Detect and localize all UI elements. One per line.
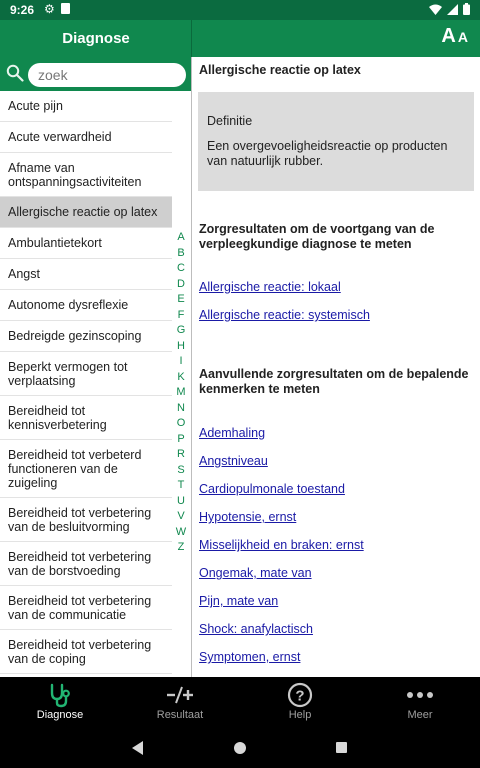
alphabet-index-letter[interactable]: B <box>177 246 185 259</box>
diagnosis-list-item[interactable]: Acute pijn <box>0 91 172 122</box>
diagnosis-list-item[interactable]: Bedreigde gezinscoping <box>0 321 172 352</box>
search-icon <box>6 64 24 82</box>
nav-label-meer: Meer <box>407 709 433 721</box>
diagnosis-list-item[interactable]: Autonome dysreflexie <box>0 290 172 321</box>
more-dots-icon <box>406 691 434 699</box>
diagnosis-list-pane <box>0 57 192 677</box>
alphabet-index-letter[interactable]: S <box>177 463 185 476</box>
diagnosis-list-item[interactable]: Bereidheid tot verbetering van de besluitvorming <box>0 498 172 542</box>
alphabet-index-letter[interactable]: E <box>177 293 185 305</box>
diagnosis-list-item[interactable]: Ambulantietekort <box>0 228 172 259</box>
nav-help[interactable] <box>240 677 360 728</box>
diagnosis-list <box>0 91 172 674</box>
status-time: 9:26 <box>10 3 35 17</box>
outcome-link[interactable]: Hypotensie, ernst <box>199 510 297 524</box>
settings-status-icon: ⚙ <box>44 2 55 16</box>
detail-title: Allergische reactie op latex <box>199 63 361 77</box>
nav-meer[interactable] <box>360 677 480 728</box>
outcome-link[interactable]: Shock: anafylactisch <box>199 622 313 636</box>
alphabet-index-letter[interactable]: K <box>177 370 185 383</box>
alphabet-index-letter[interactable]: U <box>177 494 185 507</box>
section-heading-additional-outcomes: Aanvullende zorgresultaten om de bepalende kenmerken te meten <box>199 367 469 396</box>
diagnosis-list-item[interactable]: Allergische reactie op latex <box>0 197 172 228</box>
font-size-small-glyph: A <box>457 29 468 45</box>
alphabet-index-letter[interactable]: M <box>176 386 186 398</box>
font-size-large-glyph: A <box>441 25 456 47</box>
definition-text: Een overgevoeligheidsreactie op producten van natuurlijk rubber. <box>207 139 448 168</box>
stethoscope-icon <box>47 682 73 708</box>
recent-apps-icon[interactable] <box>336 742 347 753</box>
diagnosis-list-item[interactable]: Acute verwardheid <box>0 122 172 153</box>
definition-box <box>198 92 474 191</box>
section-heading-outcomes: Zorgresultaten om de voortgang van de verpleegkundige diagnose te meten <box>199 222 435 251</box>
outcome-link[interactable]: Ongemak, mate van <box>199 566 312 580</box>
nav-label-diagnose: Diagnose <box>36 709 84 721</box>
nav-label-resultaat: Resultaat <box>156 709 204 721</box>
outcome-link[interactable]: Pijn, mate van <box>199 594 279 608</box>
alphabet-index-letter[interactable]: Z <box>177 541 185 553</box>
outcome-link[interactable]: Allergische reactie: lokaal <box>199 280 341 294</box>
nav-resultaat[interactable] <box>120 677 240 728</box>
outcome-link[interactable]: Cardiopulmonale toestand <box>199 482 345 496</box>
alphabet-index-letter[interactable]: I <box>179 355 183 367</box>
alphabet-index-letter[interactable]: F <box>177 308 185 321</box>
diagnosis-list-item[interactable]: Bereidheid tot verbetering van de borstvoeding <box>0 542 172 586</box>
bottom-navigation <box>0 677 480 728</box>
search-bar <box>0 57 191 91</box>
nav-diagnose[interactable] <box>0 677 120 728</box>
app-title: Diagnose <box>62 30 130 47</box>
alphabet-index-letter[interactable]: D <box>177 277 185 290</box>
wifi-icon <box>429 4 442 15</box>
outcome-link[interactable]: Allergische reactie: systemisch <box>199 308 370 322</box>
alphabet-index-letter[interactable]: W <box>175 525 187 538</box>
help-circle-icon <box>287 682 313 708</box>
back-icon[interactable] <box>132 741 143 755</box>
diagnosis-list-item[interactable]: Afname van ontspanningsactiviteiten <box>0 153 172 197</box>
diagnosis-list-item[interactable]: Beperkt vermogen tot verplaatsing <box>0 352 172 396</box>
system-navigation-bar <box>0 728 480 768</box>
alphabet-index-letter[interactable]: N <box>177 401 185 414</box>
sim-card-icon <box>61 3 70 14</box>
alphabet-index-letter[interactable]: T <box>177 479 185 491</box>
alphabet-index-letter[interactable]: A <box>177 231 185 243</box>
font-size-button[interactable] <box>441 25 468 48</box>
outcome-link[interactable]: Misselijkheid en braken: ernst <box>199 538 364 552</box>
alphabet-index <box>172 230 190 556</box>
appbar-divider <box>191 20 192 57</box>
alphabet-index-letter[interactable]: R <box>177 448 185 460</box>
nav-label-help: Help <box>288 709 312 721</box>
diagnosis-list-item[interactable]: Angst <box>0 259 172 290</box>
outcome-link[interactable]: Ademhaling <box>199 426 266 440</box>
app-bar <box>0 20 480 57</box>
signal-icon <box>447 4 458 15</box>
alphabet-index-letter[interactable]: C <box>177 262 185 274</box>
svg-text:?: ? <box>295 687 305 705</box>
diagnosis-detail-pane <box>192 57 480 677</box>
diagnosis-list-item[interactable]: Bereidheid tot kennisverbetering <box>0 396 172 440</box>
diagnosis-list-item[interactable]: Bereidheid tot verbeterd functioneren van de zuigeling <box>0 440 172 498</box>
alphabet-index-letter[interactable]: V <box>177 510 185 522</box>
search-input[interactable] <box>28 63 186 87</box>
alphabet-index-letter[interactable]: O <box>176 417 186 429</box>
outcome-link[interactable]: Symptomen, ernst <box>199 650 301 664</box>
battery-icon <box>463 3 470 15</box>
alphabet-index-letter[interactable]: H <box>177 339 185 352</box>
definition-label: Definitie <box>207 114 253 128</box>
status-bar <box>0 0 480 20</box>
home-icon[interactable] <box>234 742 246 754</box>
diagnosis-list-item[interactable]: Bereidheid tot verbetering van de communicatie <box>0 586 172 630</box>
alphabet-index-letter[interactable]: P <box>177 432 185 445</box>
alphabet-index-letter[interactable]: G <box>176 324 186 336</box>
minus-plus-icon <box>166 685 194 705</box>
outcome-link[interactable]: Angstniveau <box>199 454 268 468</box>
diagnosis-list-item[interactable]: Bereidheid tot verbetering van de coping <box>0 630 172 674</box>
